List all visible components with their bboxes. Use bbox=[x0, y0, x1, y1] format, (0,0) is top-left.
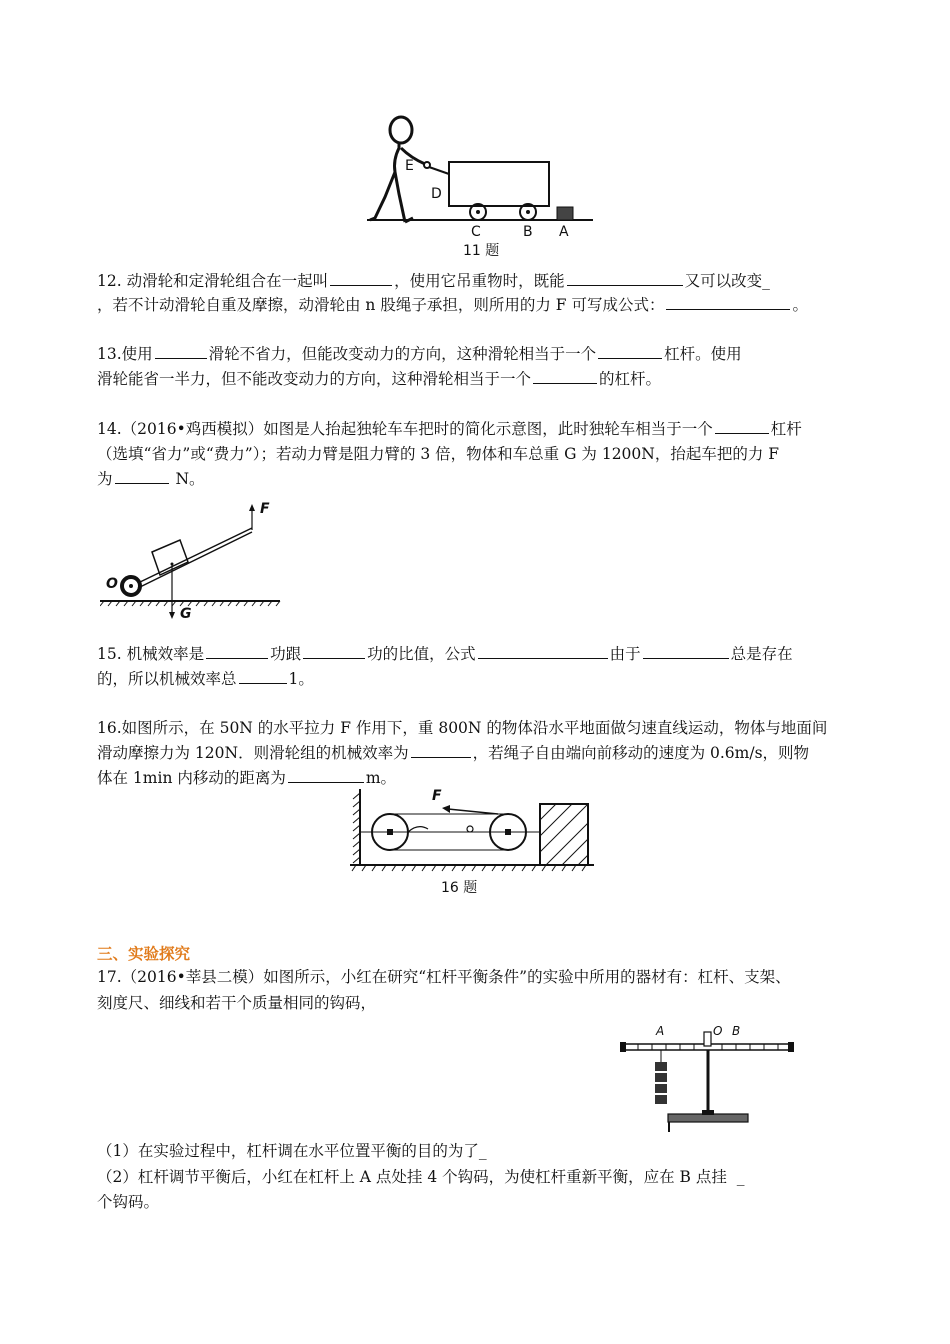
q16-text-e: m。 bbox=[365, 769, 397, 787]
q15-blank-1[interactable] bbox=[206, 643, 268, 659]
q14-text-e: N。 bbox=[170, 470, 205, 488]
q17-sub3 bbox=[97, 1191, 159, 1213]
q12-text-e: 。 bbox=[792, 296, 808, 314]
q12-text-a: 12. 动滑轮和定滑轮组合在一起叫 bbox=[97, 272, 329, 290]
q12-text-c: 又可以改变_ bbox=[684, 272, 770, 290]
q17-text-f: 个钩码。 bbox=[97, 1193, 160, 1211]
q15-text-c: 功的比值，公式 bbox=[367, 645, 476, 663]
q12-blank-1[interactable] bbox=[330, 270, 392, 286]
q15-line2 bbox=[97, 668, 314, 690]
q15-blank-5[interactable] bbox=[239, 668, 287, 684]
q14-line3 bbox=[97, 468, 205, 490]
q13-text-a: 13.使用 bbox=[97, 345, 153, 363]
q16-line1 bbox=[97, 717, 827, 739]
q15-text-g: 1。 bbox=[288, 670, 314, 688]
section-title: 三、实验探究 bbox=[97, 945, 191, 963]
fig11-caption: 11 题 bbox=[463, 243, 500, 259]
q14-blank-2[interactable] bbox=[115, 468, 169, 484]
figure-16 bbox=[348, 785, 598, 896]
fig14-label-g: G bbox=[180, 606, 192, 622]
q14-line1 bbox=[97, 418, 802, 440]
q12-line1 bbox=[97, 270, 770, 292]
q13-blank-1[interactable] bbox=[155, 343, 207, 359]
q15-line1 bbox=[97, 643, 793, 665]
q15-blank-4[interactable] bbox=[643, 643, 729, 659]
fig16-caption: 16 题 bbox=[441, 880, 478, 896]
q15-text-a: 15. 机械效率是 bbox=[97, 645, 205, 663]
q16-blank-1[interactable] bbox=[411, 742, 471, 758]
q17-text-b: 刻度尺、细线和若干个质量相同的钩码， bbox=[97, 994, 377, 1012]
q17-text-c: （1）在实验过程中，杠杆调在水平位置平衡的目的为了_ bbox=[97, 1142, 487, 1160]
q15-text-d: 由于 bbox=[609, 645, 641, 663]
fig14-label-f: F bbox=[260, 501, 270, 517]
q16-text-b: 滑动摩擦力为 120N．则滑轮组的机械效率为 bbox=[97, 744, 409, 762]
fig11-label-c: C bbox=[471, 224, 481, 240]
fig11-label-d: D bbox=[431, 186, 442, 202]
q15-text-b: 功跟 bbox=[270, 645, 302, 663]
q14-text-a: 14.（2016•鸡西模拟）如图是人抬起独轮车车把时的简化示意图，此时独轮车相当于一个 bbox=[97, 420, 713, 438]
q16-line2 bbox=[97, 742, 809, 764]
figure-17 bbox=[618, 1022, 808, 1132]
q17-sub1 bbox=[97, 1140, 487, 1162]
figure-14 bbox=[100, 500, 290, 630]
q12-blank-2[interactable] bbox=[567, 270, 683, 286]
q12-text-d: ，若不计动滑轮自重及摩擦，动滑轮由 n 股绳子承担，则所用的力 F 可写成公式： bbox=[97, 296, 665, 314]
q17-text-a: 17.（2016•莘县二模）如图所示，小红在研究“杠杆平衡条件”的实验中所用的器材有：杠杆、支架、 bbox=[97, 968, 791, 986]
q14-text-d: 为 bbox=[97, 470, 113, 488]
q13-text-d: 滑轮能省一半力，但不能改变动力的方向，这种滑轮相当于一个 bbox=[97, 370, 532, 388]
q16-text-c: ，若绳子自由端向前移动的速度为 0.6m/s，则物 bbox=[472, 744, 810, 762]
q16-text-d: 体在 1min 内移动的距离为 bbox=[97, 769, 286, 787]
q14-text-b: 杠杆 bbox=[770, 420, 802, 438]
q15-text-f: 的，所以机械效率总 bbox=[97, 670, 237, 688]
fig11-label-e: E bbox=[405, 158, 414, 174]
q16-blank-2[interactable] bbox=[288, 767, 364, 783]
q17-sub2 bbox=[97, 1166, 744, 1188]
fig17-label-b: B bbox=[732, 1024, 741, 1038]
q15-text-e: 总是存在 bbox=[730, 645, 793, 663]
q13-text-e: 的杠杆。 bbox=[599, 370, 662, 388]
q17-line2 bbox=[97, 992, 376, 1014]
q12-text-b: ，使用它吊重物时，既能 bbox=[394, 272, 565, 290]
fig16-label-f: F bbox=[432, 788, 442, 804]
q17-text-d: （2）杠杆调节平衡后，小红在杠杆上 A 点处挂 4 个钩码，为使杠杆重新平衡，应在 B 点挂 bbox=[97, 1168, 727, 1186]
q13-line2 bbox=[97, 368, 661, 390]
q14-text-c: （选填“省力”或“费力”）；若动力臂是阻力臂的 3 倍，物体和车总重 G 为 1200N，抬起车把的力 F bbox=[97, 445, 780, 463]
q13-text-c: 杠杆。使用 bbox=[664, 345, 742, 363]
figure-11 bbox=[365, 112, 595, 262]
q12-line2 bbox=[97, 294, 808, 316]
q13-line1 bbox=[97, 343, 742, 365]
fig14-label-o: O bbox=[106, 576, 118, 592]
fig17-label-o: O bbox=[713, 1024, 723, 1038]
q14-line2 bbox=[97, 443, 779, 465]
q13-blank-2[interactable] bbox=[598, 343, 662, 359]
q17-line1 bbox=[97, 966, 791, 988]
q15-blank-2[interactable] bbox=[303, 643, 365, 659]
q16-text-a: 16.如图所示，在 50N 的水平拉力 F 作用下，重 800N 的物体沿水平地面做匀速直线运动，物体与地面间 bbox=[97, 719, 828, 737]
q17-text-e: _ bbox=[736, 1168, 745, 1186]
q13-text-b: 滑轮不省力，但能改变动力的方向，这种滑轮相当于一个 bbox=[208, 345, 597, 363]
q13-blank-3[interactable] bbox=[533, 368, 597, 384]
q15-blank-3[interactable] bbox=[478, 643, 608, 659]
fig11-label-b: B bbox=[523, 224, 533, 240]
q14-blank-1[interactable] bbox=[715, 418, 769, 434]
fig17-label-a: A bbox=[656, 1024, 665, 1038]
fig11-label-a: A bbox=[559, 224, 569, 240]
q12-blank-3[interactable] bbox=[666, 294, 790, 310]
